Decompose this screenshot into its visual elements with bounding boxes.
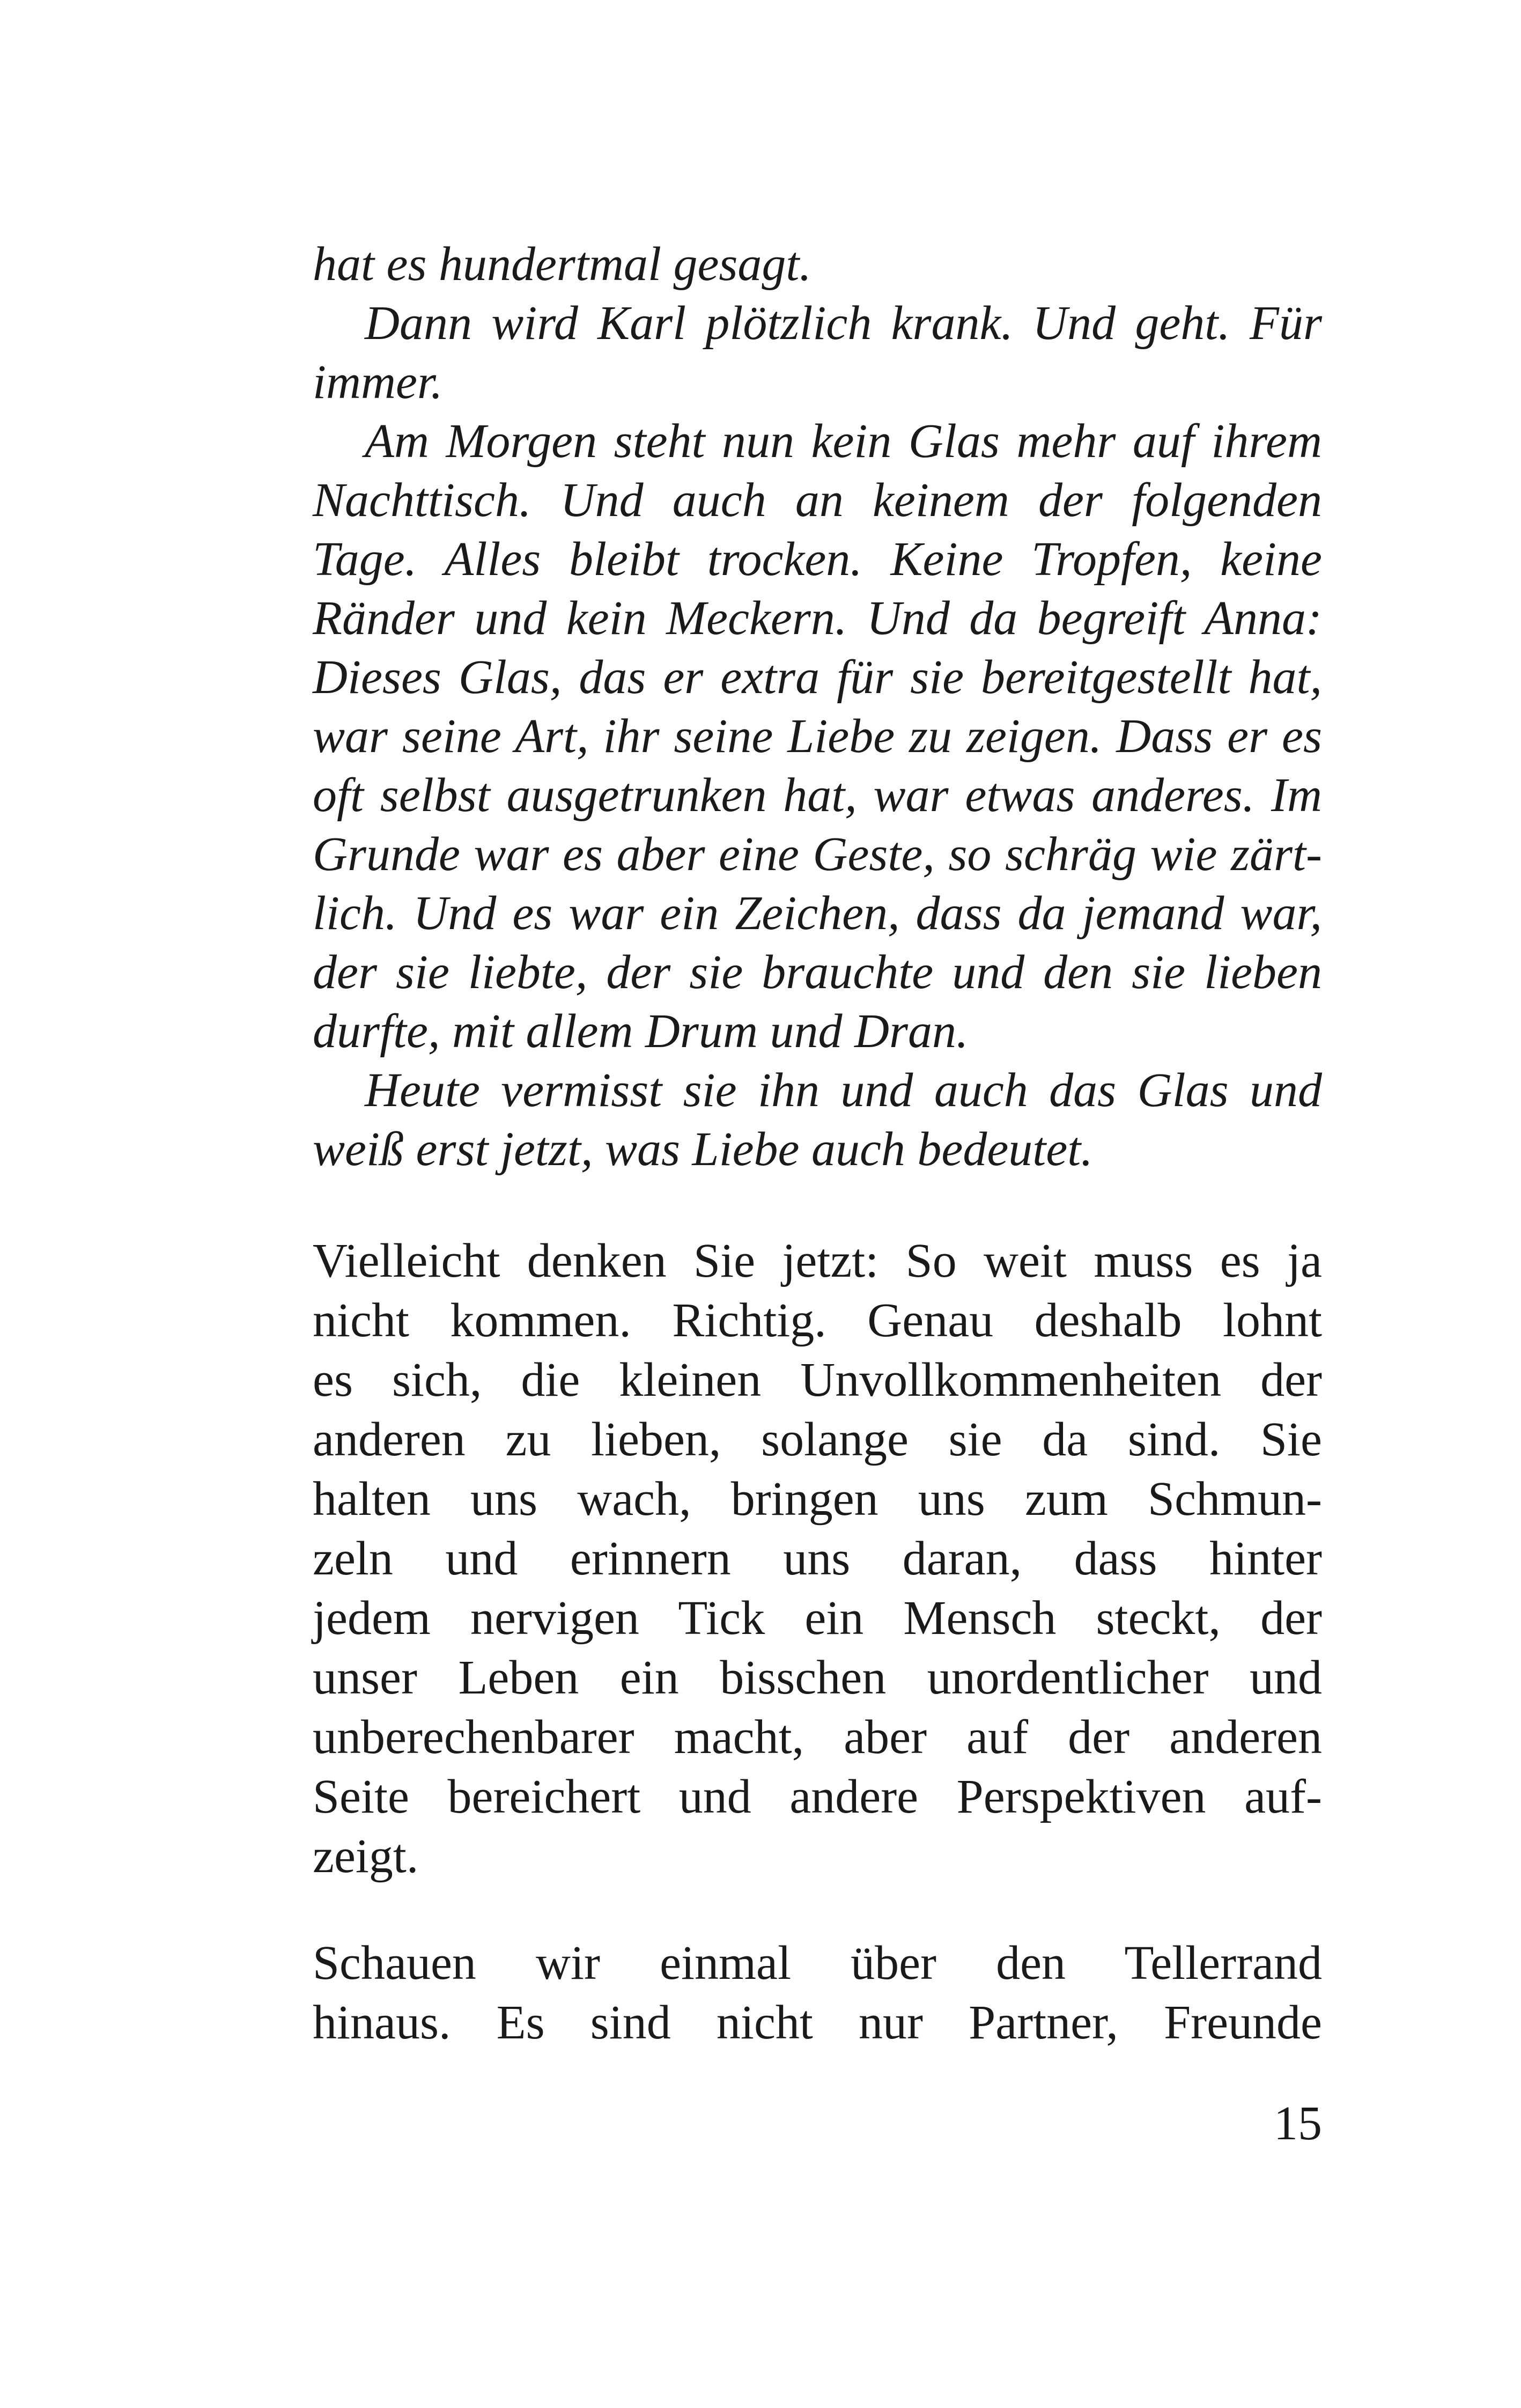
text-line: weiß erst jetzt, was Liebe auch bedeutet. bbox=[313, 1123, 1093, 1176]
text-line: halten uns wach, bringen uns zum Schmun- bbox=[313, 1472, 1322, 1526]
text-line: durfte, mit allem Drum und Dran. bbox=[313, 1005, 969, 1058]
page-number: 15 bbox=[1274, 2097, 1322, 2150]
text-line: Tage. Alles bleibt trocken. Keine Tropfen, keine bbox=[313, 533, 1322, 586]
text-line: oft selbst ausgetrunken hat, war etwas anderes. Im bbox=[313, 769, 1322, 822]
text-line: war seine Art, ihr seine Liebe zu zeigen. Dass er es bbox=[313, 710, 1322, 763]
text-line: Dann wird Karl plötzlich krank. Und geht. Für bbox=[365, 297, 1322, 350]
text-line: Grunde war es aber eine Geste, so schräg wie zärt- bbox=[313, 828, 1322, 881]
text-line: lich. Und es war ein Zeichen, dass da jemand war, bbox=[313, 887, 1322, 940]
italic-story-passage bbox=[313, 235, 1322, 1179]
text-line: zeigt. bbox=[313, 1830, 419, 1883]
text-line: immer. bbox=[313, 356, 443, 409]
text-line: Am Morgen steht nun kein Glas mehr auf ihrem bbox=[365, 415, 1322, 468]
text-line: Seite bereichert und andere Perspektiven auf- bbox=[313, 1770, 1322, 1823]
text-line: zeln und erinnern uns daran, dass hinter bbox=[313, 1532, 1322, 1585]
text-line: der sie liebte, der sie brauchte und den sie lieben bbox=[313, 946, 1322, 999]
text-line: anderen zu lieben, solange sie da sind. Sie bbox=[313, 1413, 1322, 1466]
body-paragraph bbox=[313, 1933, 1322, 2052]
text-line: es sich, die kleinen Unvollkommenheiten der bbox=[313, 1353, 1322, 1406]
text-line: hat es hundertmal gesagt. bbox=[313, 238, 811, 291]
text-line: Vielleicht denken Sie jetzt: So weit muss es ja bbox=[313, 1234, 1322, 1287]
text-line: Heute vermisst sie ihn und auch das Glas und bbox=[365, 1064, 1322, 1117]
text-line: Ränder und kein Meckern. Und da begreift Anna: bbox=[313, 592, 1322, 645]
text-line: Schauen wir einmal über den Tellerrand bbox=[313, 1936, 1322, 1990]
text-line: unser Leben ein bisschen unordentlicher und bbox=[313, 1651, 1322, 1704]
text-line: Nachttisch. Und auch an keinem der folgenden bbox=[313, 474, 1322, 527]
text-line: jedem nervigen Tick ein Mensch steckt, der bbox=[313, 1592, 1322, 1645]
text-line: hinaus. Es sind nicht nur Partner, Freunde bbox=[313, 1996, 1322, 2049]
text-line: nicht kommen. Richtig. Genau deshalb lohnt bbox=[313, 1294, 1322, 1347]
text-line: Dieses Glas, das er extra für sie bereitgestellt hat, bbox=[313, 651, 1322, 704]
text-line: unberechenbarer macht, aber auf der anderen bbox=[313, 1711, 1322, 1764]
body-paragraph bbox=[313, 1231, 1322, 1886]
